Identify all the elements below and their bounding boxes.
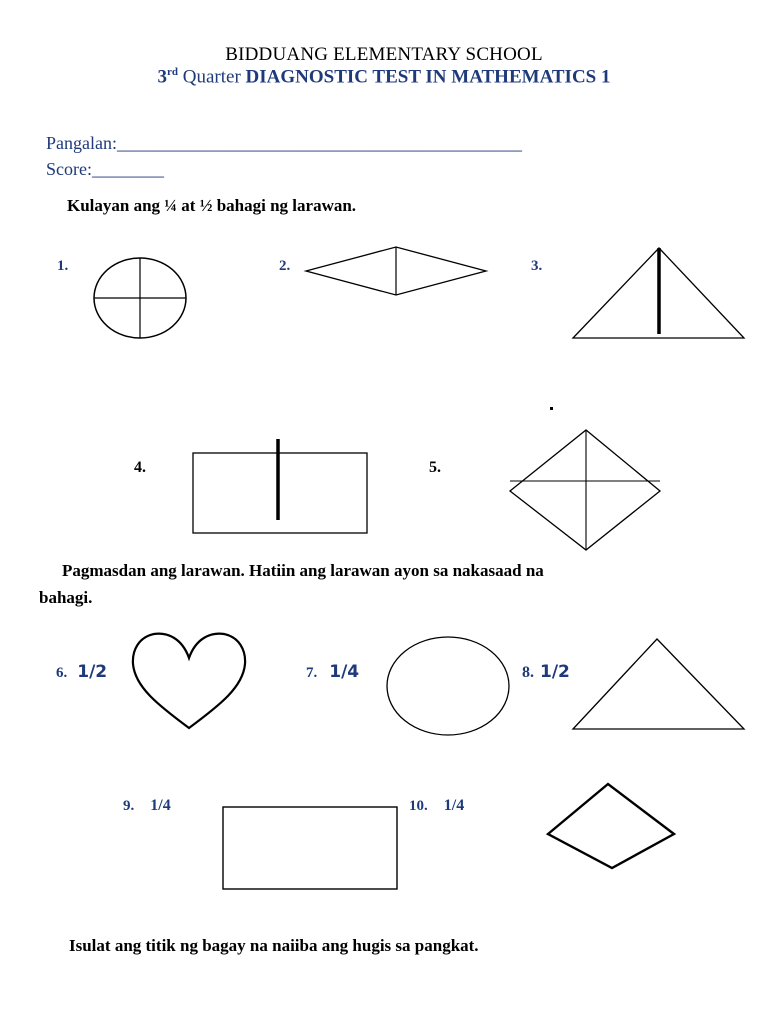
item-number-1: 1.: [57, 258, 69, 274]
item-6-label: [56, 662, 107, 682]
school-name: BIDDUANG ELEMENTARY SCHOOL: [225, 44, 543, 65]
plain-rectangle-outline: [223, 807, 397, 889]
plain-rhombus-outline: [548, 784, 674, 868]
section1-instruction: Kulayan ang ¼ at ½ bahagi ng larawan.: [67, 196, 357, 215]
quarter-ordinal-suffix: rd: [167, 66, 178, 78]
item-8-label: [522, 662, 570, 682]
item-10-label: [409, 797, 464, 815]
heart-shape[interactable]: [130, 630, 248, 732]
score-field[interactable]: [46, 159, 164, 180]
plain-rectangle-shape[interactable]: [220, 804, 400, 892]
plain-triangle-shape[interactable]: [570, 635, 748, 733]
rectangle-halves-shape[interactable]: [190, 436, 372, 538]
plain-rhombus-shape[interactable]: [544, 780, 678, 872]
item-9-fraction: 1/4: [150, 797, 171, 814]
item-number-7: 7.: [306, 665, 318, 681]
item-9-label: [123, 797, 171, 815]
name-field[interactable]: [46, 133, 522, 154]
item-6-fraction: 1/2: [77, 662, 108, 682]
plain-triangle-outline: [573, 639, 744, 729]
item-number-3: 3.: [531, 258, 543, 274]
score-blank[interactable]: ________: [91, 159, 164, 179]
item-number-10: 10.: [409, 798, 428, 814]
item-10-fraction: 1/4: [443, 797, 465, 814]
diamond-outline: [510, 430, 660, 550]
circle-quarters-shape[interactable]: [90, 254, 190, 344]
stray-dot: [550, 407, 553, 410]
item-number-2: 2.: [279, 258, 291, 274]
section2-instruction-line1: Pagmasdan ang larawan. Hatiin ang larawan ayon sa nakasaad na: [62, 561, 544, 580]
item-number-5: 5.: [429, 459, 441, 476]
heart-outline: [133, 634, 245, 728]
diamond-quarters-shape[interactable]: [506, 424, 666, 556]
rectangle-outline: [193, 453, 367, 533]
quarter-word: Quarter: [182, 66, 241, 88]
section3-instruction: Isulat ang titik ng bagay na naiiba ang hugis sa pangkat.: [69, 936, 479, 955]
triangle-halves-shape[interactable]: [568, 242, 750, 344]
item-7-fraction: 1/4: [329, 662, 360, 682]
item-number-8: 8.: [522, 664, 534, 681]
item-number-9: 9.: [123, 798, 135, 814]
item-7-label: [306, 662, 359, 682]
plain-circle-shape[interactable]: [384, 634, 514, 738]
score-label: Score:: [46, 159, 92, 179]
test-title-line: [0, 66, 768, 88]
item-number-4: 4.: [134, 459, 146, 476]
quarter-number: 3: [157, 66, 167, 88]
name-blank[interactable]: _____________________________________________: [116, 133, 522, 153]
item-8-fraction: 1/2: [540, 662, 570, 682]
test-title: DIAGNOSTIC TEST IN MATHEMATICS 1: [245, 66, 611, 88]
plain-circle-outline: [387, 637, 509, 735]
item-number-6: 6.: [56, 665, 68, 681]
name-label: Pangalan:: [46, 133, 117, 153]
section2-instruction-line2: bahagi.: [39, 588, 93, 607]
rhombus-halves-shape[interactable]: [300, 243, 492, 299]
